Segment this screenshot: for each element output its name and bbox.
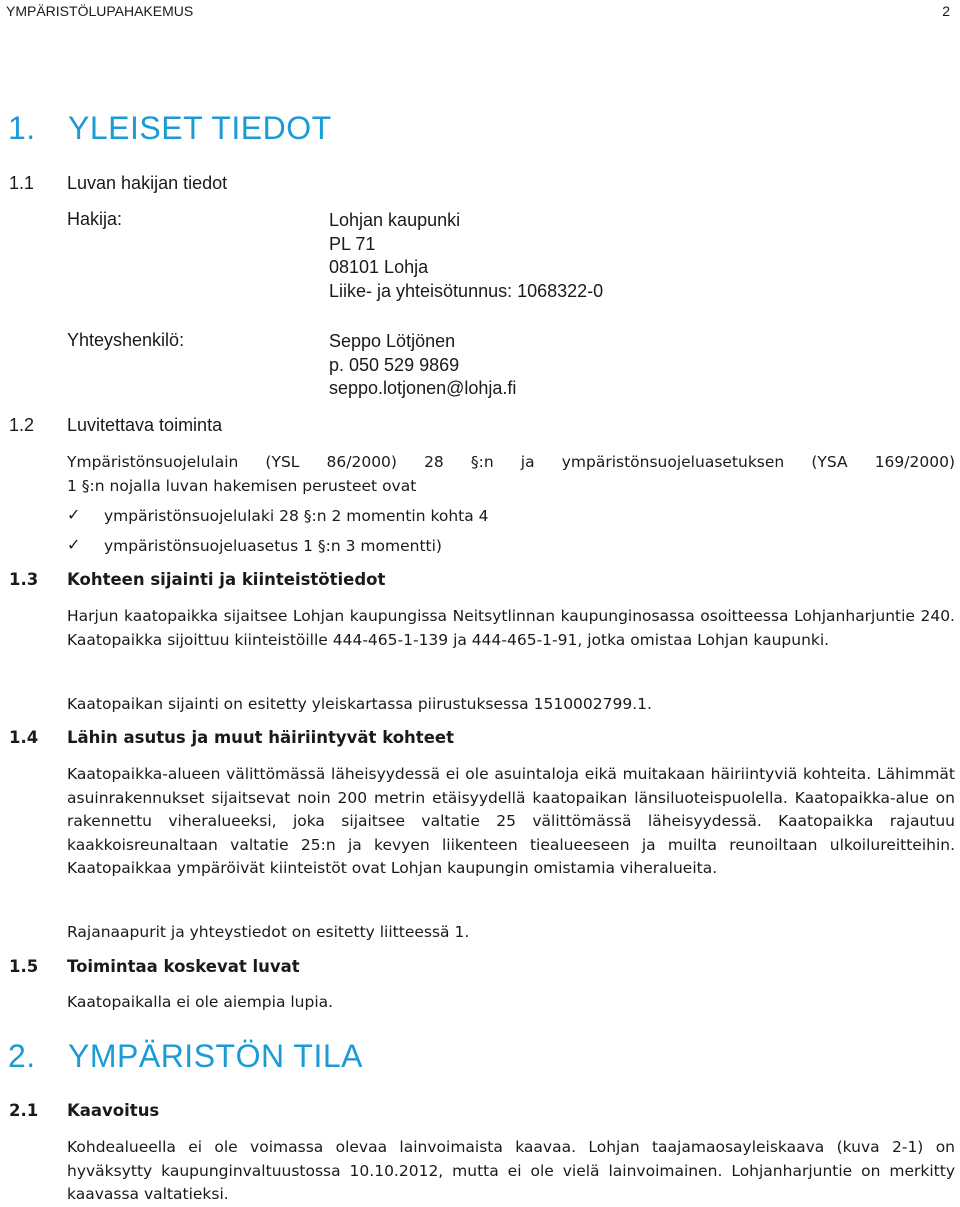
- section-heading: [8, 1038, 363, 1075]
- body-paragraph: Kaatopaikan sijainti on esitetty yleiskartassa piirustuksessa 1510002799.1.: [67, 695, 652, 713]
- applicant-line: Liike- ja yhteisötunnus: 1068322-0: [329, 280, 604, 301]
- body-paragraph: Kohdealueella ei ole voimassa olevaa lainvoimaista kaavaa. Lohjan taajamaosayleiskaava (kuva 2-1) on hyväksytty kaupunginvaltuustossa 10.10.2012, mutta ei ole vielä lainvoimainen. Lohjanharjuntie on merkitty kaavassa valtatieksi.: [67, 1138, 955, 1204]
- applicant-line: PL 71: [329, 233, 376, 254]
- subsection-number: 2.1: [9, 1101, 39, 1120]
- subsection-title: Kaavoitus: [67, 1101, 160, 1120]
- checkmark-icon: ✓: [67, 505, 81, 524]
- subsection-title: Luvan hakijan tiedot: [67, 173, 228, 193]
- body-paragraph: Rajanaapurit ja yhteystiedot on esitetty liitteessä 1.: [67, 923, 470, 941]
- contact-block: [329, 330, 516, 401]
- page-number: 2: [942, 3, 950, 19]
- applicant-label: Hakija:: [67, 209, 123, 229]
- applicant-line: Lohjan kaupunki: [329, 210, 461, 230]
- bullet-item: ympäristönsuojelulaki 28 §:n 2 momentin kohta 4: [104, 507, 489, 525]
- subsection-number: 1.2: [9, 415, 35, 435]
- checkmark-icon: ✓: [67, 535, 81, 554]
- intro-paragraph: [67, 451, 955, 498]
- contact-email[interactable]: seppo.lotjonen@lohja.fi: [329, 378, 517, 398]
- section-heading: [8, 110, 332, 147]
- body-paragraph: Harjun kaatopaikka sijaitsee Lohjan kaupungissa Neitsytlinnan kaupunginosassa osoitteessa Lohjanharjuntie 240. Kaatopaikka sijoittuu kiinteistöille 444-465-1-139 ja 444-465-1-91, jotka omistaa Lohjan kaupunki.: [67, 607, 955, 649]
- subsection-number: 1.4: [9, 728, 39, 747]
- contact-phone: p. 050 529 9869: [329, 354, 460, 375]
- body-paragraph: Kaatopaikalla ei ole aiempia lupia.: [67, 993, 334, 1011]
- section-number: 2.: [8, 1038, 36, 1074]
- contact-label: Yhteyshenkilö:: [67, 330, 185, 350]
- subsection-title: Lähin asutus ja muut häiriintyvät kohteet: [67, 728, 454, 747]
- section-number: 1.: [8, 110, 36, 146]
- contact-name: Seppo Lötjönen: [329, 331, 456, 351]
- subsection-title: Kohteen sijainti ja kiinteistötiedot: [67, 570, 386, 589]
- section-title: YLEISET TIEDOT: [68, 110, 332, 146]
- subsection-title: Toimintaa koskevat luvat: [67, 957, 300, 976]
- body-paragraph: Kaatopaikka-alueen välittömässä läheisyydessä ei ole asuintaloja eikä muitakaan häiriintyviä kohteita. Lähimmät asuinrakennukset sijaitsevat noin 200 metrin etäisyydellä kaatopaikan länsiluoteispuolella. Kaatopaikka-alue on rakennettu viheralueeksi, joka sijaitsee valtatie 25 välittömässä läheisyydessä. Kaatopaikka rajautuu kaakkoisreunaltaan valtatie 25:n ja kevyen liikenteen tiealueeseen ja muilta reunoiltaan ulkoilureitteihin. Kaatopaikkaa ympäröivät kiinteistöt ovat Lohjan kaupungin omistamia viheralueita.: [67, 765, 955, 878]
- subsection-number: 1.1: [9, 173, 35, 193]
- intro-line: Ympäristönsuojelulain (YSL 86/2000) 28 §:n ja ympäristönsuojeluasetuksen (YSA 169/2000): [67, 453, 955, 471]
- subsection-number: 1.3: [9, 570, 39, 589]
- running-header-title: YMPÄRISTÖLUPAHAKEMUS: [6, 3, 194, 19]
- subsection-number: 1.5: [9, 957, 39, 976]
- intro-line: 1 §:n nojalla luvan hakemisen perusteet ovat: [67, 476, 417, 495]
- section-title: YMPÄRISTÖN TILA: [68, 1038, 363, 1074]
- subsection-title: Luvitettava toiminta: [67, 415, 223, 435]
- applicant-line: 08101 Lohja: [329, 257, 429, 277]
- bullet-item: ympäristönsuojeluasetus 1 §:n 3 momentti): [104, 537, 442, 555]
- applicant-block: [329, 209, 603, 303]
